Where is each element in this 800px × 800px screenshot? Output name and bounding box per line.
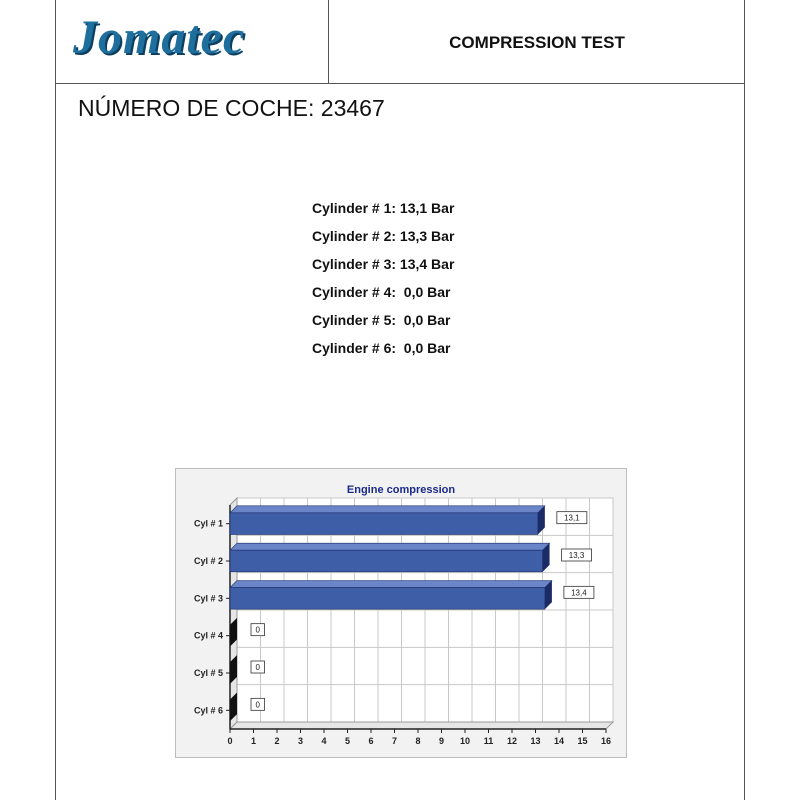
x-tick-label: 6 xyxy=(368,736,374,746)
bar-top xyxy=(230,506,545,513)
x-tick-label: 14 xyxy=(553,736,565,746)
x-tick-label: 11 xyxy=(483,736,494,746)
reading-cylinder-2: Cylinder # 2: 13,3 Bar xyxy=(312,228,455,244)
engine-compression-chart xyxy=(175,468,627,758)
car-number: NÚMERO DE COCHE: 23467 xyxy=(78,95,385,121)
bar-top xyxy=(230,581,552,588)
x-tick-label: 0 xyxy=(227,736,233,746)
data-label: 0 xyxy=(255,700,260,710)
bar xyxy=(230,550,543,572)
x-tick-label: 9 xyxy=(438,736,445,746)
reading-cylinder-4: Cylinder # 4: 0,0 Bar xyxy=(312,284,451,300)
bar-top xyxy=(230,543,550,550)
reading-cylinder-6: Cylinder # 6: 0,0 Bar xyxy=(312,340,451,356)
y-tick-label: Cyl # 6 xyxy=(193,705,223,716)
cylinder-readings xyxy=(312,200,454,368)
data-label: 13,1 xyxy=(564,513,580,523)
data-label: 13,3 xyxy=(568,551,585,560)
x-tick-label: 16 xyxy=(600,736,612,746)
y-tick-label: Cyl # 5 xyxy=(193,668,223,678)
floor xyxy=(230,722,613,729)
x-tick-label: 15 xyxy=(577,736,588,746)
x-tick-label: 12 xyxy=(506,736,518,746)
x-tick-label: 4 xyxy=(321,736,327,746)
data-label: 0 xyxy=(255,663,260,672)
data-label: 13,4 xyxy=(571,588,587,598)
chart-svg xyxy=(176,469,626,757)
report-header xyxy=(55,0,745,84)
company-logo: Jomatec xyxy=(73,11,246,64)
y-tick-label: Cyl # 2 xyxy=(193,556,223,566)
reading-cylinder-3: Cylinder # 3: 13,4 Bar xyxy=(312,256,455,272)
y-tick-label: Cyl # 3 xyxy=(193,593,223,604)
y-tick-label: Cyl # 1 xyxy=(193,518,223,529)
document-title: COMPRESSION TEST xyxy=(449,33,625,52)
x-tick-label: 8 xyxy=(415,736,421,746)
x-tick-label: 1 xyxy=(250,736,257,746)
data-label: 0 xyxy=(255,625,260,635)
x-tick-label: 7 xyxy=(391,736,398,746)
reading-cylinder-1: Cylinder # 1: 13,1 Bar xyxy=(312,200,455,216)
chart-title: Engine compression xyxy=(346,484,456,496)
x-tick-label: 13 xyxy=(530,736,541,746)
reading-cylinder-5: Cylinder # 5: 0,0 Bar xyxy=(312,312,451,328)
x-tick-label: 2 xyxy=(274,736,280,746)
x-tick-label: 10 xyxy=(459,736,471,746)
bar xyxy=(230,588,545,610)
x-tick-label: 3 xyxy=(297,736,304,746)
x-tick-label: 5 xyxy=(344,736,351,746)
y-tick-label: Cyl # 4 xyxy=(193,630,223,641)
bar xyxy=(230,513,538,535)
